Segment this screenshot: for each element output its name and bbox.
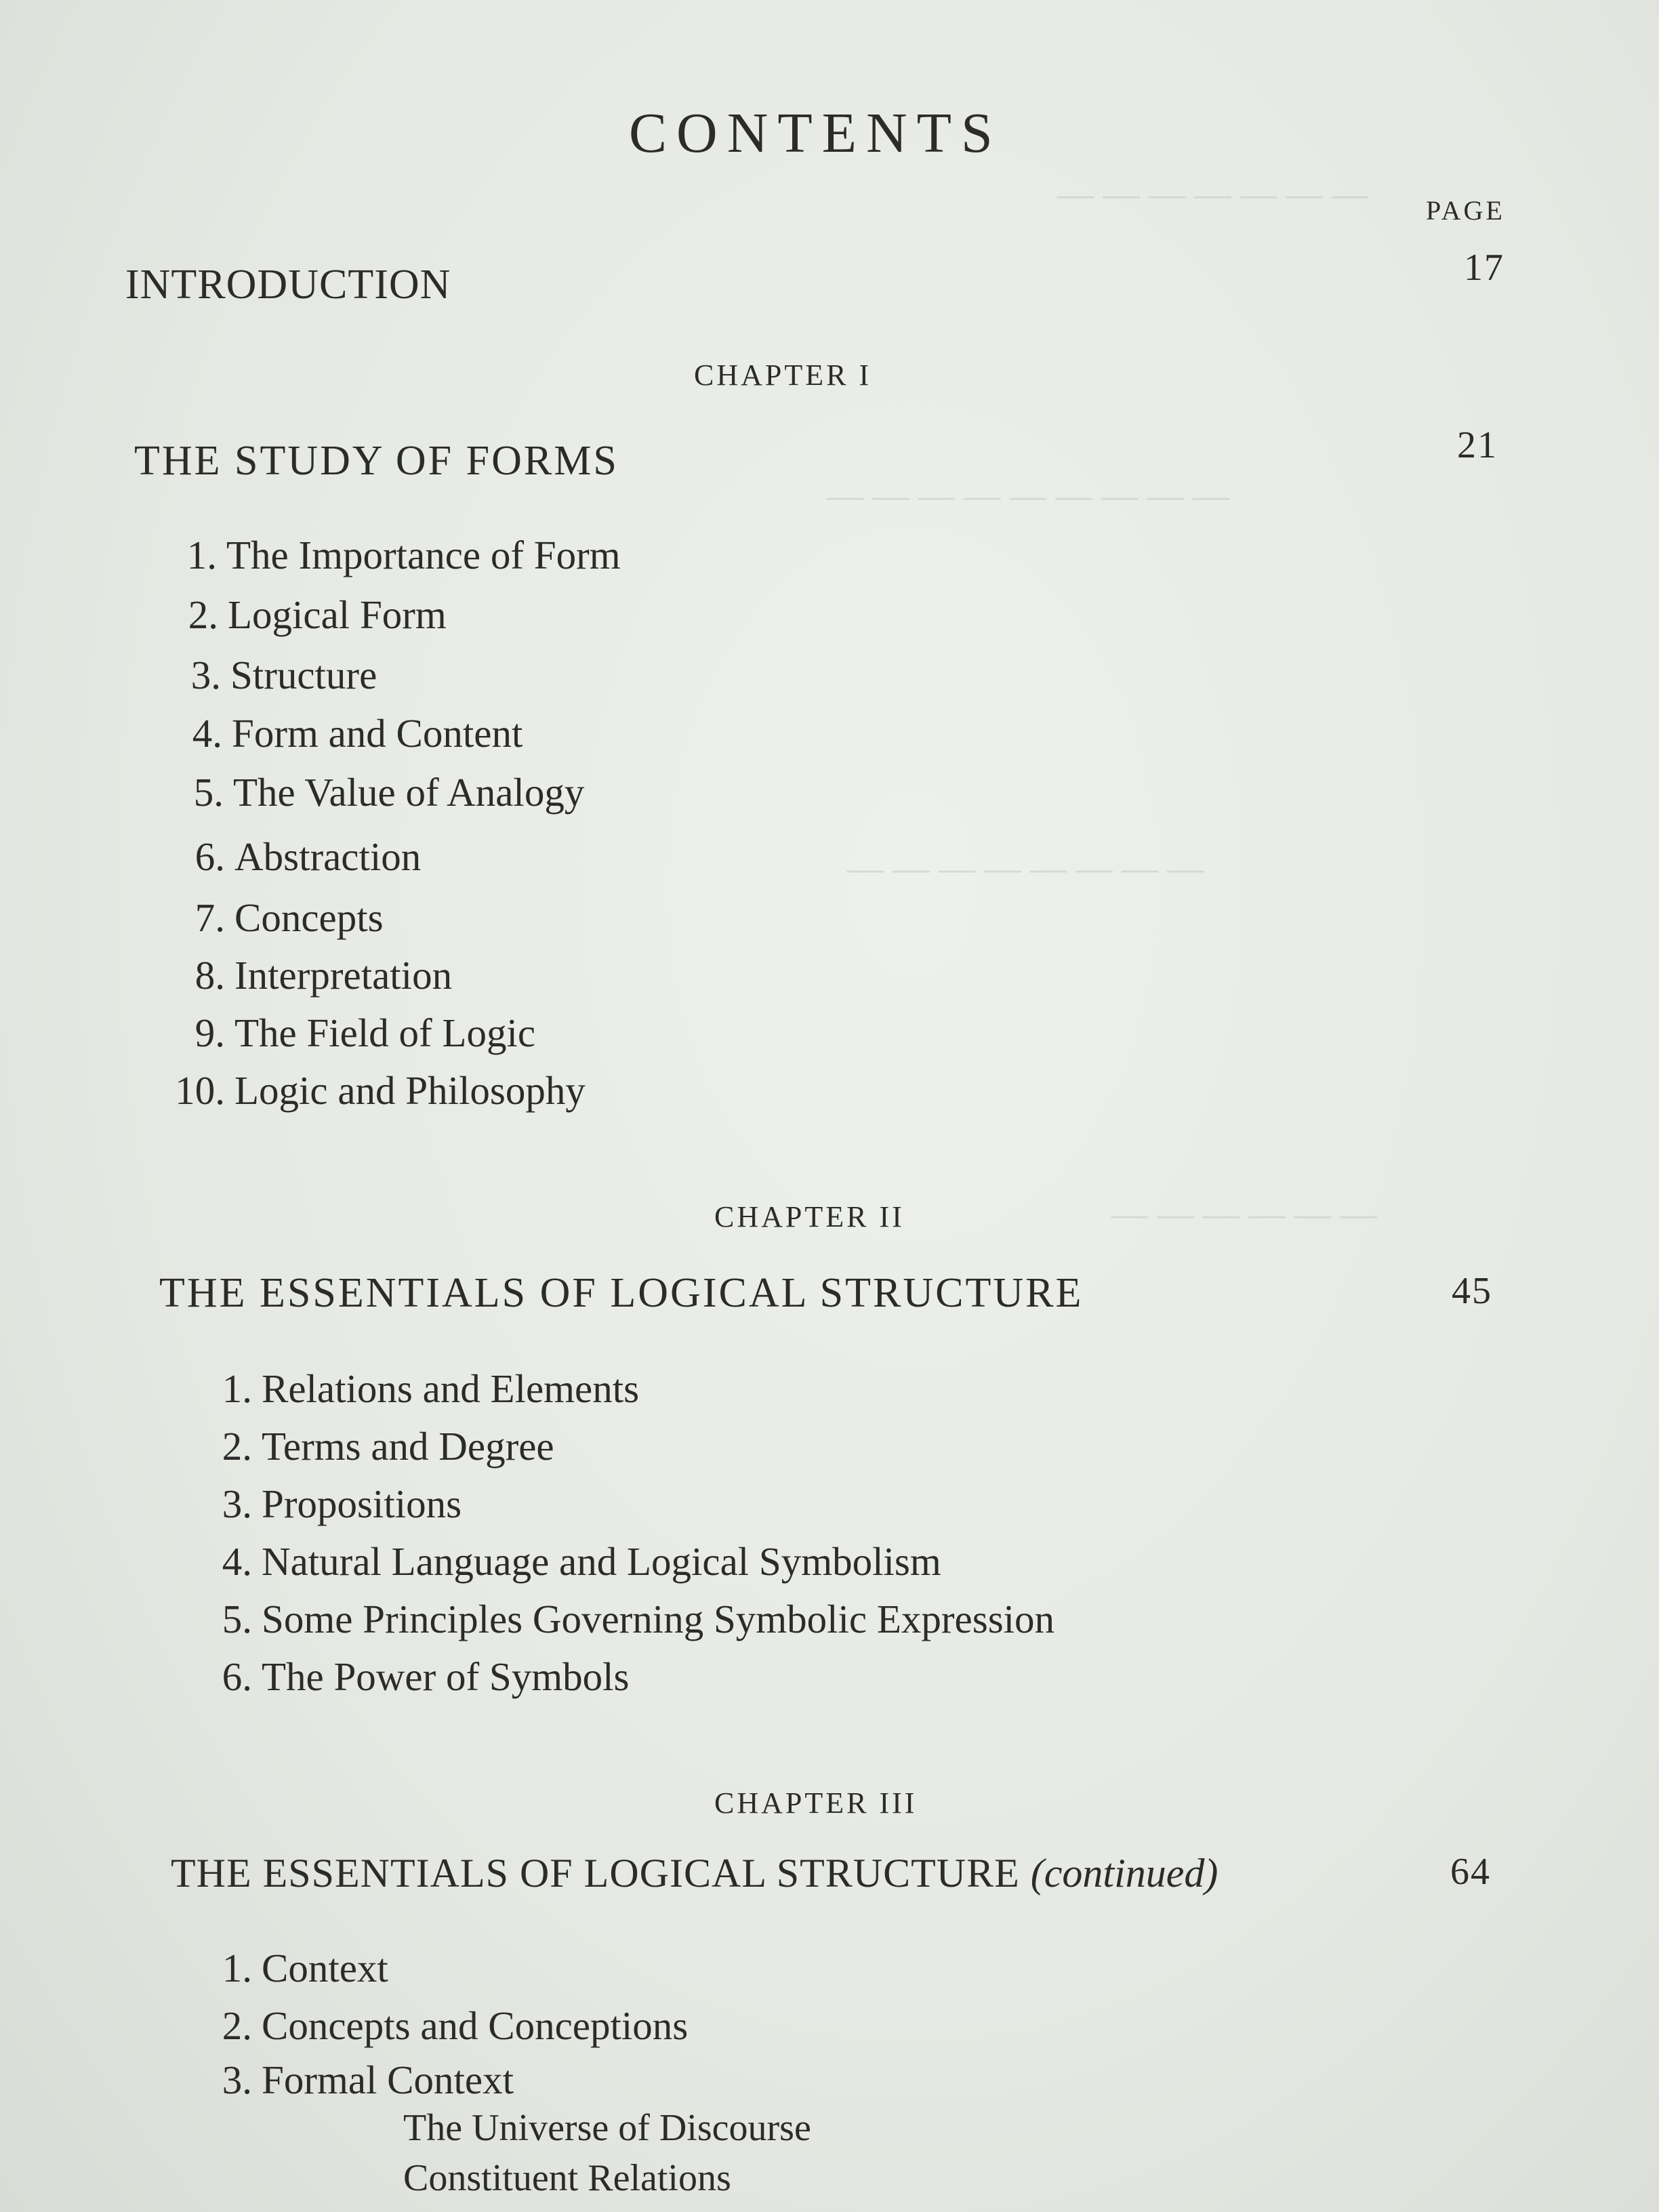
list-item: 3. Structure: [190, 653, 377, 697]
list-subitem: The Universe of Discourse: [403, 2107, 811, 2149]
list-item: 2. Terms and Degree: [222, 1424, 554, 1469]
list-item: 6. Abstraction: [194, 834, 422, 879]
chapter-2-label: CHAPTER II: [714, 1200, 905, 1233]
list-item: 1. Context: [222, 1946, 388, 1990]
chapter-1-title: THE STUDY OF FORMS: [134, 438, 619, 484]
list-item: 5. The Value of Analogy: [193, 770, 585, 815]
list-subitem: Constituent Relations: [403, 2157, 731, 2199]
list-item: 1. The Importance of Form: [186, 533, 621, 577]
show-through-text: — — — — — — —: [1057, 173, 1368, 214]
list-item: 3. Propositions: [222, 1481, 462, 1526]
list-item: 6. The Power of Symbols: [222, 1654, 630, 1699]
chapter-1-label: CHAPTER I: [694, 359, 872, 392]
page-column-label: PAGE: [1426, 195, 1505, 226]
list-item: 10. Logic and Philosophy: [175, 1068, 586, 1113]
chapter-1-page-number: 21: [1457, 424, 1498, 466]
contents-heading: CONTENTS: [629, 102, 1002, 165]
chapter-3-title-suffix: (continued): [1030, 1851, 1218, 1896]
chapter-3-title: [171, 1850, 1218, 1897]
chapter-2-title: THE ESSENTIALS OF LOGICAL STRUCTURE: [159, 1270, 1084, 1316]
show-through-text: — — — — — — — —: [847, 848, 1204, 888]
introduction-title: INTRODUCTION: [125, 262, 451, 308]
show-through-text: — — — — — — — — —: [827, 475, 1229, 516]
chapter-2-page-number: 45: [1452, 1270, 1492, 1312]
list-item: 3. Formal Context: [222, 2057, 514, 2102]
list-item: 7. Concepts: [194, 895, 384, 940]
list-item: 2. Concepts and Conceptions: [222, 2003, 689, 2048]
list-item: 9. The Field of Logic: [194, 1010, 536, 1055]
list-item: 4. Natural Language and Logical Symbolism: [222, 1539, 941, 1584]
list-item: 8. Interpretation: [194, 953, 453, 998]
introduction-page-number: 17: [1464, 247, 1504, 289]
show-through-text: — — — — — —: [1111, 1193, 1377, 1234]
list-item: 2. Logical Form: [188, 592, 447, 637]
list-item: 5. Some Principles Governing Symbolic Expression: [222, 1597, 1055, 1641]
list-item: 4. Form and Content: [192, 711, 523, 756]
chapter-3-title-main: THE ESSENTIALS OF LOGICAL STRUCTURE: [171, 1851, 1020, 1896]
chapter-3-label: CHAPTER III: [714, 1786, 918, 1820]
chapter-3-page-number: 64: [1450, 1851, 1491, 1893]
list-item: 1. Relations and Elements: [222, 1366, 640, 1411]
